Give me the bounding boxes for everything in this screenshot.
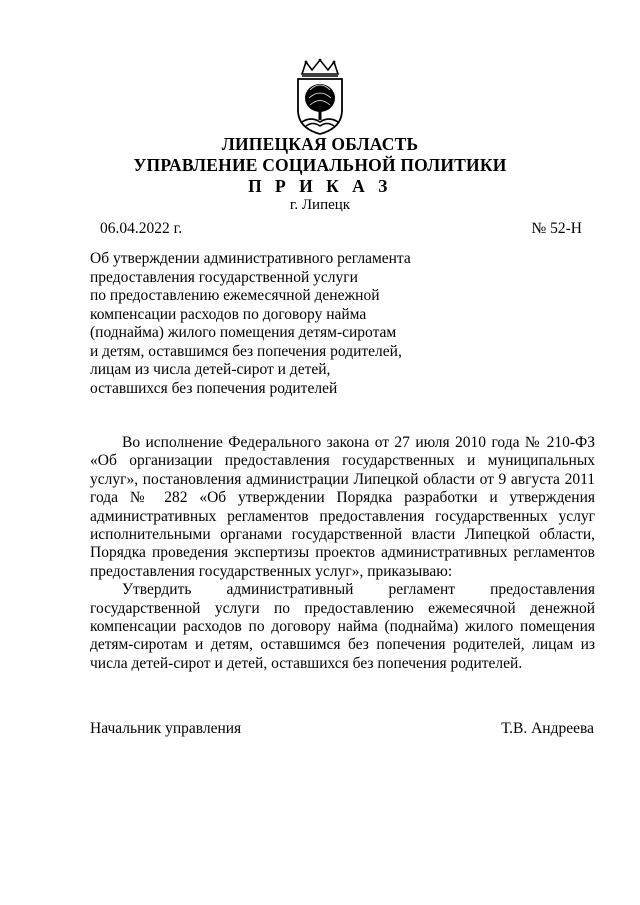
subject-line: и детям, оставшимся без попечения родителей,	[90, 342, 402, 360]
subject-line: предоставления государственной услуги	[90, 268, 358, 286]
department-title: УПРАВЛЕНИЕ СОЦИАЛЬНОЙ ПОЛИТИКИ	[133, 155, 507, 175]
signer-position: Начальник управления	[90, 720, 242, 737]
city-label: г. Липецк	[289, 197, 351, 213]
subject-line: Об утверждении административного регламента	[90, 250, 411, 267]
body-paragraph-preamble: Во исполнение Федерального закона от 27 июля 2010 года № 210-ФЗ «Об организации предоставления государственных и муниципальных услуг», постановления администрации Липецкой области от 9 августа 2011 года № 282 «Об утверждении Порядка разработки и утверждения административных регламентов предоставления государственных услуг исполнительными органами государственной власти Липецкой области, Порядка проведения экспертизы проектов административных регламентов предоставления государственных услуг», приказываю:	[90, 434, 595, 580]
subject-line: оставшихся без попечения родителей	[90, 379, 338, 397]
document-subject	[90, 250, 430, 398]
document-date: 06.04.2022 г.	[100, 220, 183, 237]
body-paragraph-order: Утвердить административный регламент предоставления государственной услуги по предоставлению ежемесячной денежной компенсации расходов по договору найма (поднайма) жилого помещения детям-сиротам и детям, оставшимся без попечения родителей, лицам из числа детей-сирот и детей, оставшихся без попечения родителей.	[90, 581, 595, 672]
document-body	[90, 434, 595, 673]
subject-line: лицам из числа детей-сирот и детей,	[90, 361, 331, 378]
region-title: ЛИПЕЦКАЯ ОБЛАСТЬ	[221, 134, 419, 154]
signer-name: Т.В. Андреева	[501, 720, 594, 737]
coat-of-arms-icon	[288, 58, 352, 136]
document-number: № 52-Н	[531, 220, 582, 237]
subject-line: (поднайма) жилого помещения детям-сиротам	[90, 324, 397, 341]
subject-line: по предоставлению ежемесячной денежной	[90, 287, 380, 304]
subject-line: компенсации расходов по договору найма	[90, 305, 367, 323]
document-header	[0, 134, 640, 214]
document-type: П Р И К А З	[248, 176, 392, 196]
